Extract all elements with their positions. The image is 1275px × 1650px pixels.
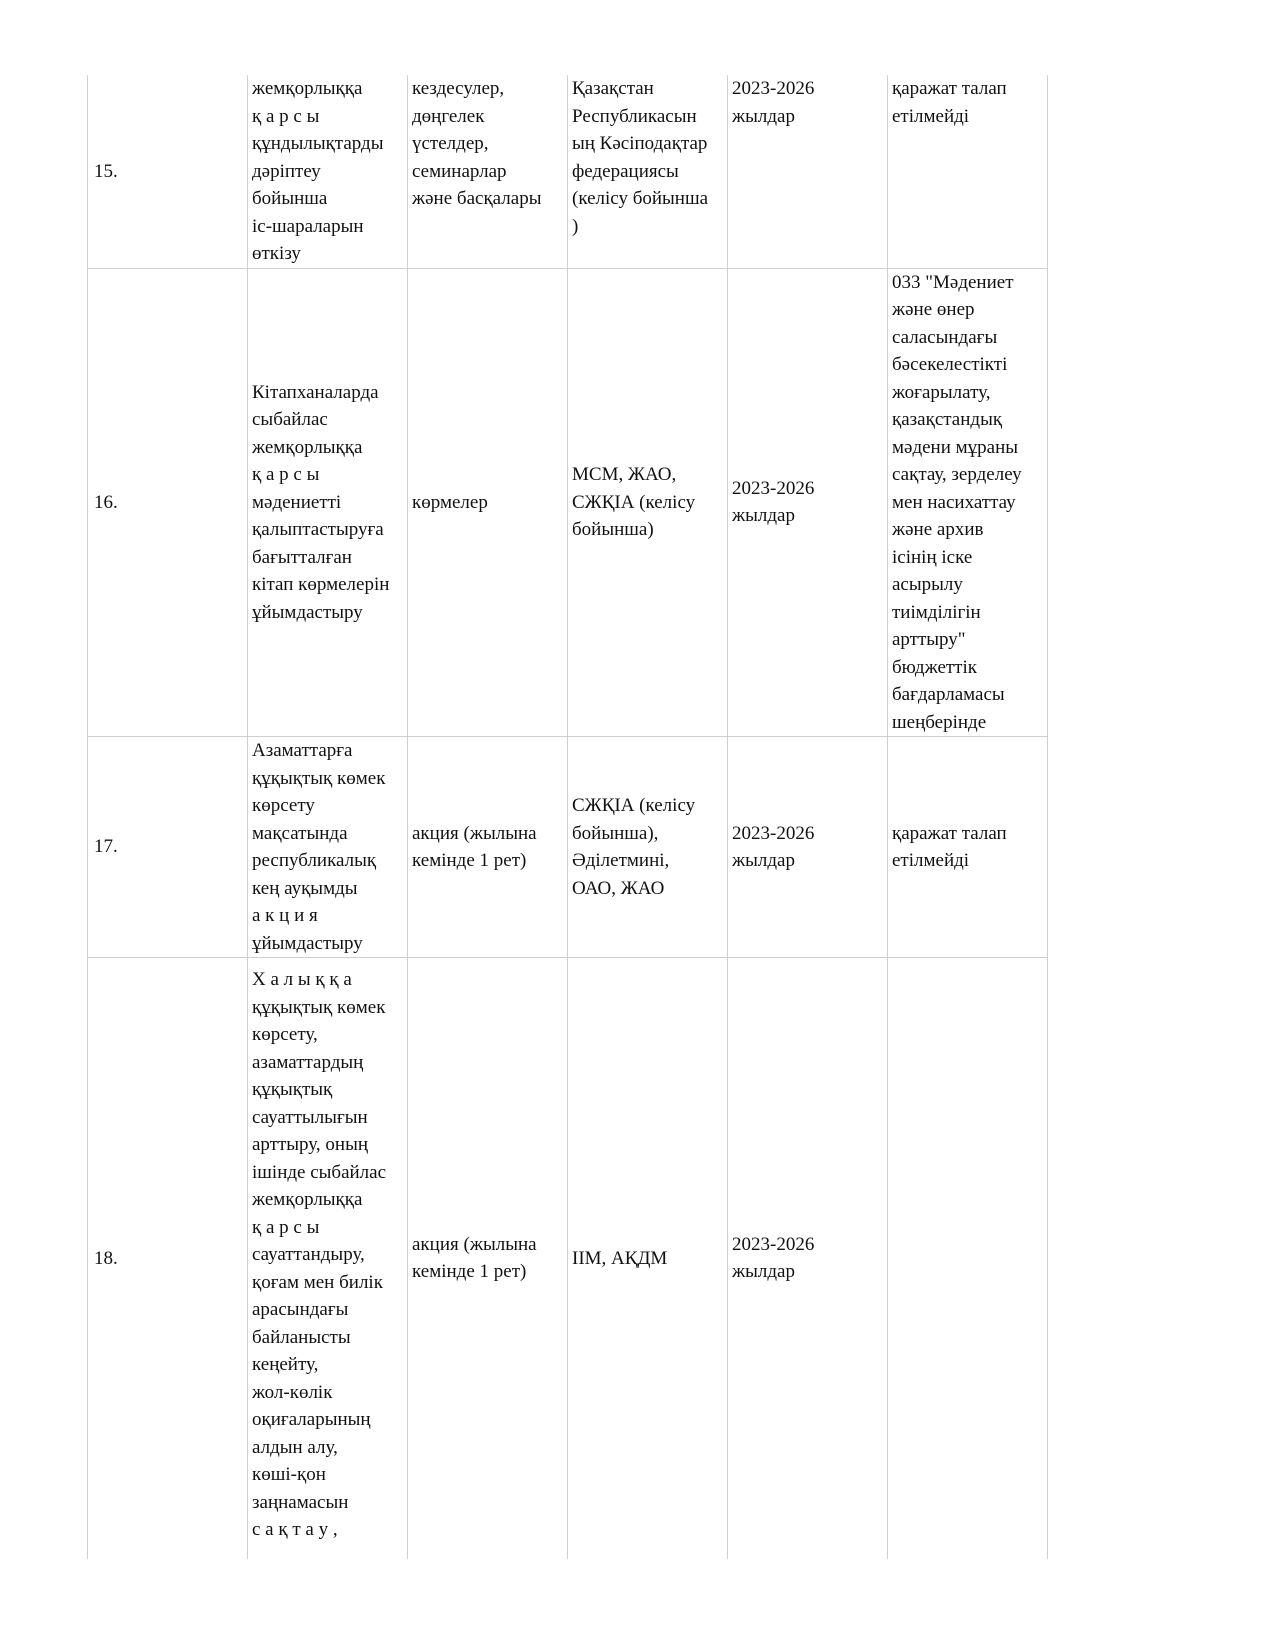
funding-cell: қаражат талап етілмейді: [888, 75, 1048, 268]
deadline-cell: 2023-2026 жылдар: [728, 268, 888, 737]
responsible-cell: Қазақстан Республикасын ың Кәсіподақтар федерациясы (келісу бойынша ): [568, 75, 728, 268]
deadline-cell: 2023-2026 жылдар: [728, 75, 888, 268]
row-number: 15.: [88, 75, 248, 268]
row-number: 18.: [88, 958, 248, 1559]
form-cell: акция (жылына кемінде 1 рет): [408, 737, 568, 958]
measures-table: [87, 75, 1048, 1559]
deadline-cell: 2023-2026 жылдар: [728, 737, 888, 958]
responsible-cell: ІІМ, АҚДМ: [568, 958, 728, 1559]
row-number: 16.: [88, 268, 248, 737]
event-cell: Азаматтарға құқықтық көмек көрсету мақсатында республикалық кең ауқымды а к ц и я ұйымдастыру: [248, 737, 408, 958]
event-cell: жемқорлыққа қ а р с ы құндылықтарды дәріптеу бойынша іс-шараларын өткізу: [248, 75, 408, 268]
funding-cell: [888, 958, 1048, 1559]
table-row: [88, 75, 1048, 268]
event-cell: Х а л ы қ қ а құқықтық көмек көрсету, азаматтардың құқықтық сауаттылығын арттыру, оның ішінде сыбайлас жемқорлыққа қ а р с ы сауаттандыру, қоғам мен билік арасындағы байланысты кеңейту, жол-көлік оқиғаларының алдын алу, көші-қон заңнамасын с а қ т а у ,: [248, 958, 408, 1559]
table-row: [88, 958, 1048, 1559]
row-number: 17.: [88, 737, 248, 958]
table-row: [88, 737, 1048, 958]
responsible-cell: СЖҚІА (келісу бойынша), Әділетмині, ОАО, ЖАО: [568, 737, 728, 958]
funding-cell: қаражат талап етілмейді: [888, 737, 1048, 958]
table-row: [88, 268, 1048, 737]
deadline-cell: 2023-2026 жылдар: [728, 958, 888, 1559]
form-cell: кездесулер, дөңгелек үстелдер, семинарлар және басқалары: [408, 75, 568, 268]
responsible-cell: МСМ, ЖАО, СЖҚІА (келісу бойынша): [568, 268, 728, 737]
form-cell: көрмелер: [408, 268, 568, 737]
funding-cell: 033 "Мәдениет және өнер саласындағы бәсекелестікті жоғарылату, қазақстандық мәдени мұраны сақтау, зерделеу мен насихаттау және архив ісінің іске асырылу тиімділігін арттыру" бюджеттік бағдарламасы шеңберінде: [888, 268, 1048, 737]
form-cell: акция (жылына кемінде 1 рет): [408, 958, 568, 1559]
event-cell: Кітапханаларда сыбайлас жемқорлыққа қ а р с ы мәдениетті қалыптастыруға бағытталған кітап көрмелерін ұйымдастыру: [248, 268, 408, 737]
